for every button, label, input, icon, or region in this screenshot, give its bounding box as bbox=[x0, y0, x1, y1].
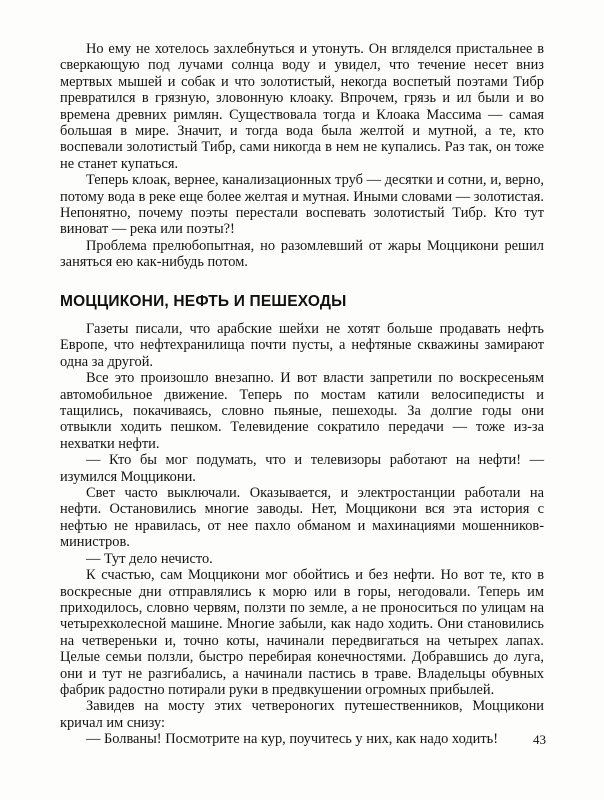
paragraph: К счастью, сам Моццикони мог обойтись и без нефти. Но вот те, кто в воскресные дни отправлялись к морю или в горы, негодовали. Теперь им приходилось, словно червям, ползти по земле, а не проноситься по улицам на четырехколесной машине. Многие забыли, как надо ходить. Они становились на четвереньки и, точно коты, начинали передвигаться на четырех лапах. Целые семьи ползли, быстро перебирая конечностями. Добравшись до луга, они и тут не разгибались, а начинали пастись в траве. Владельцы обувных фабрик радостно потирали руки в предвкушении огромных прибылей. bbox=[60, 567, 544, 698]
paragraph: Газеты писали, что арабские шейхи не хотят больше продавать нефть Европе, что нефтехранилища почти пусты, а нефтяные скважины замирают одна за другой. bbox=[60, 321, 544, 370]
paragraph: — Кто бы мог подумать, что и телевизоры работают на нефти! — изумился Моццикони. bbox=[60, 452, 544, 485]
paragraph: Завидев на мосту этих четвероногих путешественников, Моццикони кричал им снизу: bbox=[60, 698, 544, 731]
section-heading: МОЦЦИКОНИ, НЕФТЬ И ПЕШЕХОДЫ bbox=[60, 293, 347, 310]
paragraph: Но ему не хотелось захлебнуться и утонуть. Он вгляделся пристальнее в сверкающую под лучами солнца воду и увидел, что течение несет вниз мертвых мышей и собак и что золотистый, некогда воспетый поэтами Тибр превратился в грязную, зловонную клоаку. Впрочем, грязь и ил были и во времена древних римлян. Существовала тогда и Клоака Массима — самая большая в мире. Значит, и тогда вода была желтой и мутной, а те, кто воспевали золотистый Тибр, сами никогда в нем не купались. Раз так, он тоже не станет купаться. bbox=[60, 41, 544, 172]
paragraph: Проблема прелюбопытная, но разомлевший от жары Моццикони решил заняться ею как-нибудь потом. bbox=[60, 237, 544, 271]
paragraph: Все это произошло внезапно. И вот власти запретили по воскресеньям автомобильное движение. Теперь по мостам катили велосипедисты и тащились, покачиваясь, словно пьяные, пешеходы. За долгие годы они отвыкли ходить пешком. Телевидение сократило передачи — тоже из-за нехватки нефти. bbox=[60, 370, 544, 452]
paragraph: Теперь клоак, вернее, канализационных труб — десятки и сотни, и, верно, потому вода в реке еще более желтая и мутная. Иными словами — золотистая. Непонятно, почему поэты перестали воспевать золотистый Тибр. Кто тут виноват — река или поэты?! bbox=[60, 172, 544, 238]
page-number: 43 bbox=[533, 732, 546, 747]
text-block-top bbox=[60, 41, 544, 271]
paragraph: — Болваны! Посмотрите на кур, поучитесь у них, как надо ходить! bbox=[86, 731, 499, 748]
paragraph: Свет часто выключали. Оказывается, и электростанции работали на нефти. Остановились многие заводы. Нет, Моццикони вся эта история с нефтью не нравилась, от нее пахло обманом и махинациями мошенников-министров. bbox=[60, 485, 544, 551]
paragraph: — Тут дело нечисто. bbox=[86, 550, 213, 567]
text-block-bottom bbox=[60, 321, 544, 748]
